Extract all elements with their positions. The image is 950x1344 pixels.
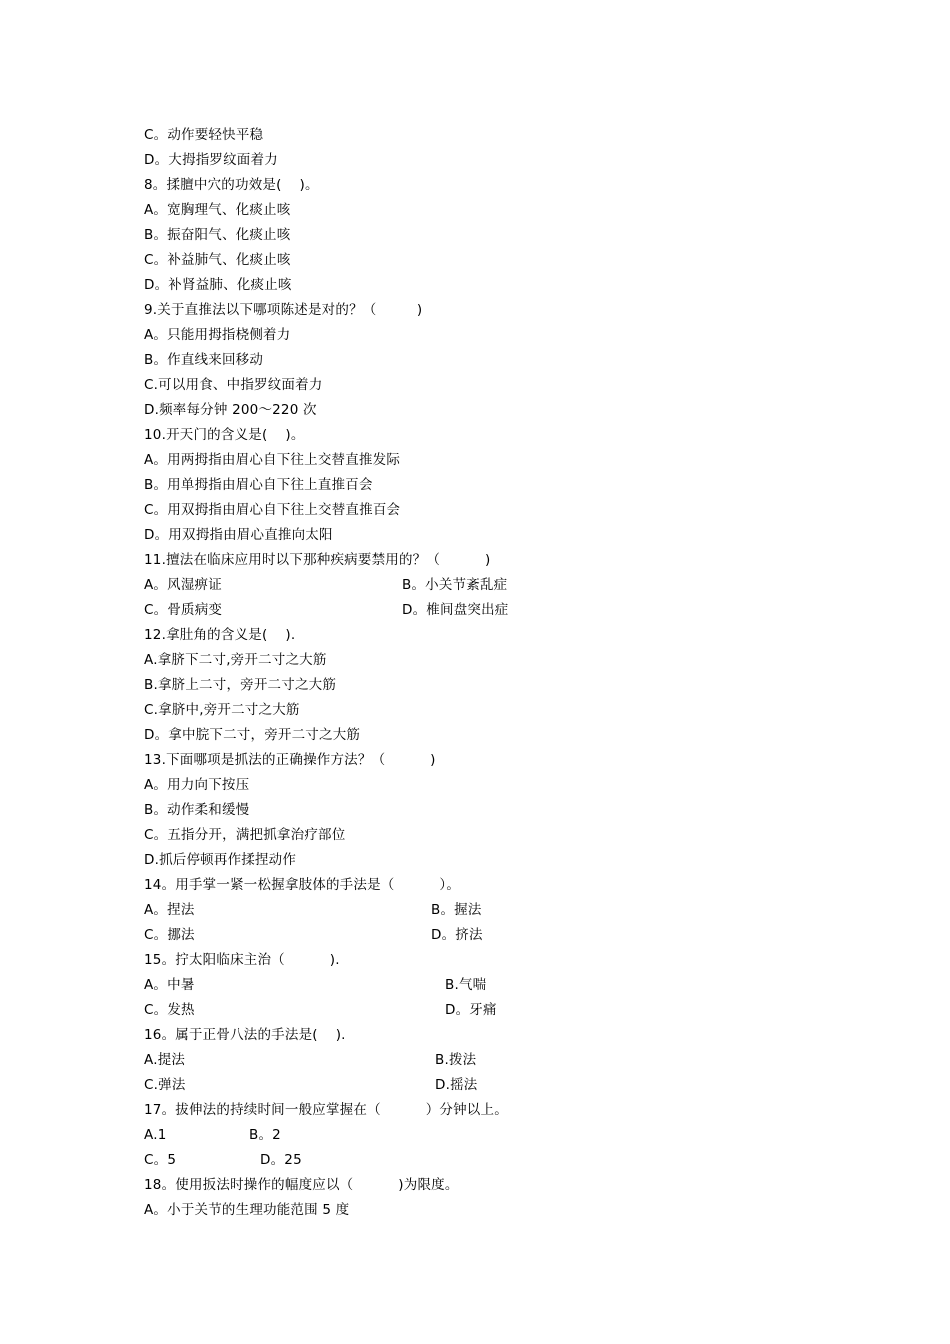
option-text: D。挤法	[431, 927, 483, 943]
line-text: D。大拇指罗纹面着力	[144, 152, 278, 168]
option-text: D。用双拇指由眉心直推向太阳	[144, 527, 333, 543]
option-text: B。2	[249, 1127, 281, 1143]
option-text: B。握法	[431, 902, 482, 918]
option-text: C。发热	[144, 1002, 195, 1018]
option-text: D。拿中脘下二寸，旁开二寸之大筋	[144, 727, 361, 743]
question-text: 18。使用扳法时操作的幅度应以（ )为限度。	[144, 1177, 459, 1193]
option-text: D.频率每分钟 200～220 次	[144, 402, 317, 418]
option-text: C.拿脐中,旁开二寸之大筋	[144, 702, 300, 718]
line-text: C。动作要轻快平稳	[144, 127, 264, 143]
option-text: A。用力向下按压	[144, 777, 250, 793]
option-text: D.抓后停顿再作揉捏动作	[144, 852, 297, 868]
question-text: 12.拿肚角的含义是( ).	[144, 627, 296, 643]
option-text: A。中暑	[144, 977, 195, 993]
option-text: C。五指分开，满把抓拿治疗部位	[144, 827, 346, 843]
option-text: A.1	[144, 1127, 167, 1143]
option-text: B.拨法	[435, 1052, 477, 1068]
option-text: B.拿脐上二寸，旁开二寸之大筋	[144, 677, 337, 693]
question-text: 17。拔伸法的持续时间一般应掌握在（ ）分钟以上。	[144, 1102, 508, 1118]
option-text: B。动作柔和缓慢	[144, 802, 250, 818]
option-text: C。补益肺气、化痰止咳	[144, 252, 291, 268]
option-text: A.拿脐下二寸,旁开二寸之大筋	[144, 652, 327, 668]
option-text: A。小于关节的生理功能范围 5 度	[144, 1202, 350, 1218]
option-text: C.弹法	[144, 1077, 186, 1093]
question-text: 8。揉膻中穴的功效是( )。	[144, 177, 319, 193]
option-text: C。5	[144, 1152, 177, 1168]
option-text: A。宽胸理气、化痰止咳	[144, 202, 291, 218]
option-text: B.气喘	[445, 977, 487, 993]
option-text: D。牙痛	[445, 1002, 497, 1018]
option-text: A.提法	[144, 1052, 186, 1068]
option-text: B。振奋阳气、化痰止咳	[144, 227, 291, 243]
option-text: C。用双拇指由眉心自下往上交替直推百会	[144, 502, 401, 518]
option-text: D.摇法	[435, 1077, 478, 1093]
option-text: B。作直线来回移动	[144, 352, 264, 368]
question-text: 16。属于正骨八法的手法是( ).	[144, 1027, 346, 1043]
option-text: B。用单拇指由眉心自下往上直推百会	[144, 477, 373, 493]
option-text: C。骨质病变	[144, 602, 223, 618]
question-text: 13.下面哪项是抓法的正确操作方法？（ )	[144, 752, 436, 768]
option-text: D。椎间盘突出症	[402, 602, 509, 618]
question-text: 14。用手掌一紧一松握拿肢体的手法是（ ）。	[144, 877, 461, 893]
option-text: D。25	[260, 1152, 302, 1168]
question-text: 15。拧太阳临床主治（ ).	[144, 952, 340, 968]
option-text: A。只能用拇指桡侧着力	[144, 327, 291, 343]
option-text: D。补肾益肺、化痰止咳	[144, 277, 292, 293]
question-text: 10.开天门的含义是( )。	[144, 427, 305, 443]
option-text: A。用两拇指由眉心自下往上交替直推发际	[144, 452, 401, 468]
question-text: 11.擅法在临床应用时以下那种疾病要禁用的？（ )	[144, 552, 491, 568]
option-text: B。小关节紊乱症	[402, 577, 508, 593]
option-text: C。挪法	[144, 927, 195, 943]
option-text: A。风湿痹证	[144, 577, 222, 593]
question-text: 9.关于直推法以下哪项陈述是对的？（ )	[144, 302, 423, 318]
option-text: C.可以用食、中指罗纹面着力	[144, 377, 323, 393]
option-text: A。捏法	[144, 902, 195, 918]
